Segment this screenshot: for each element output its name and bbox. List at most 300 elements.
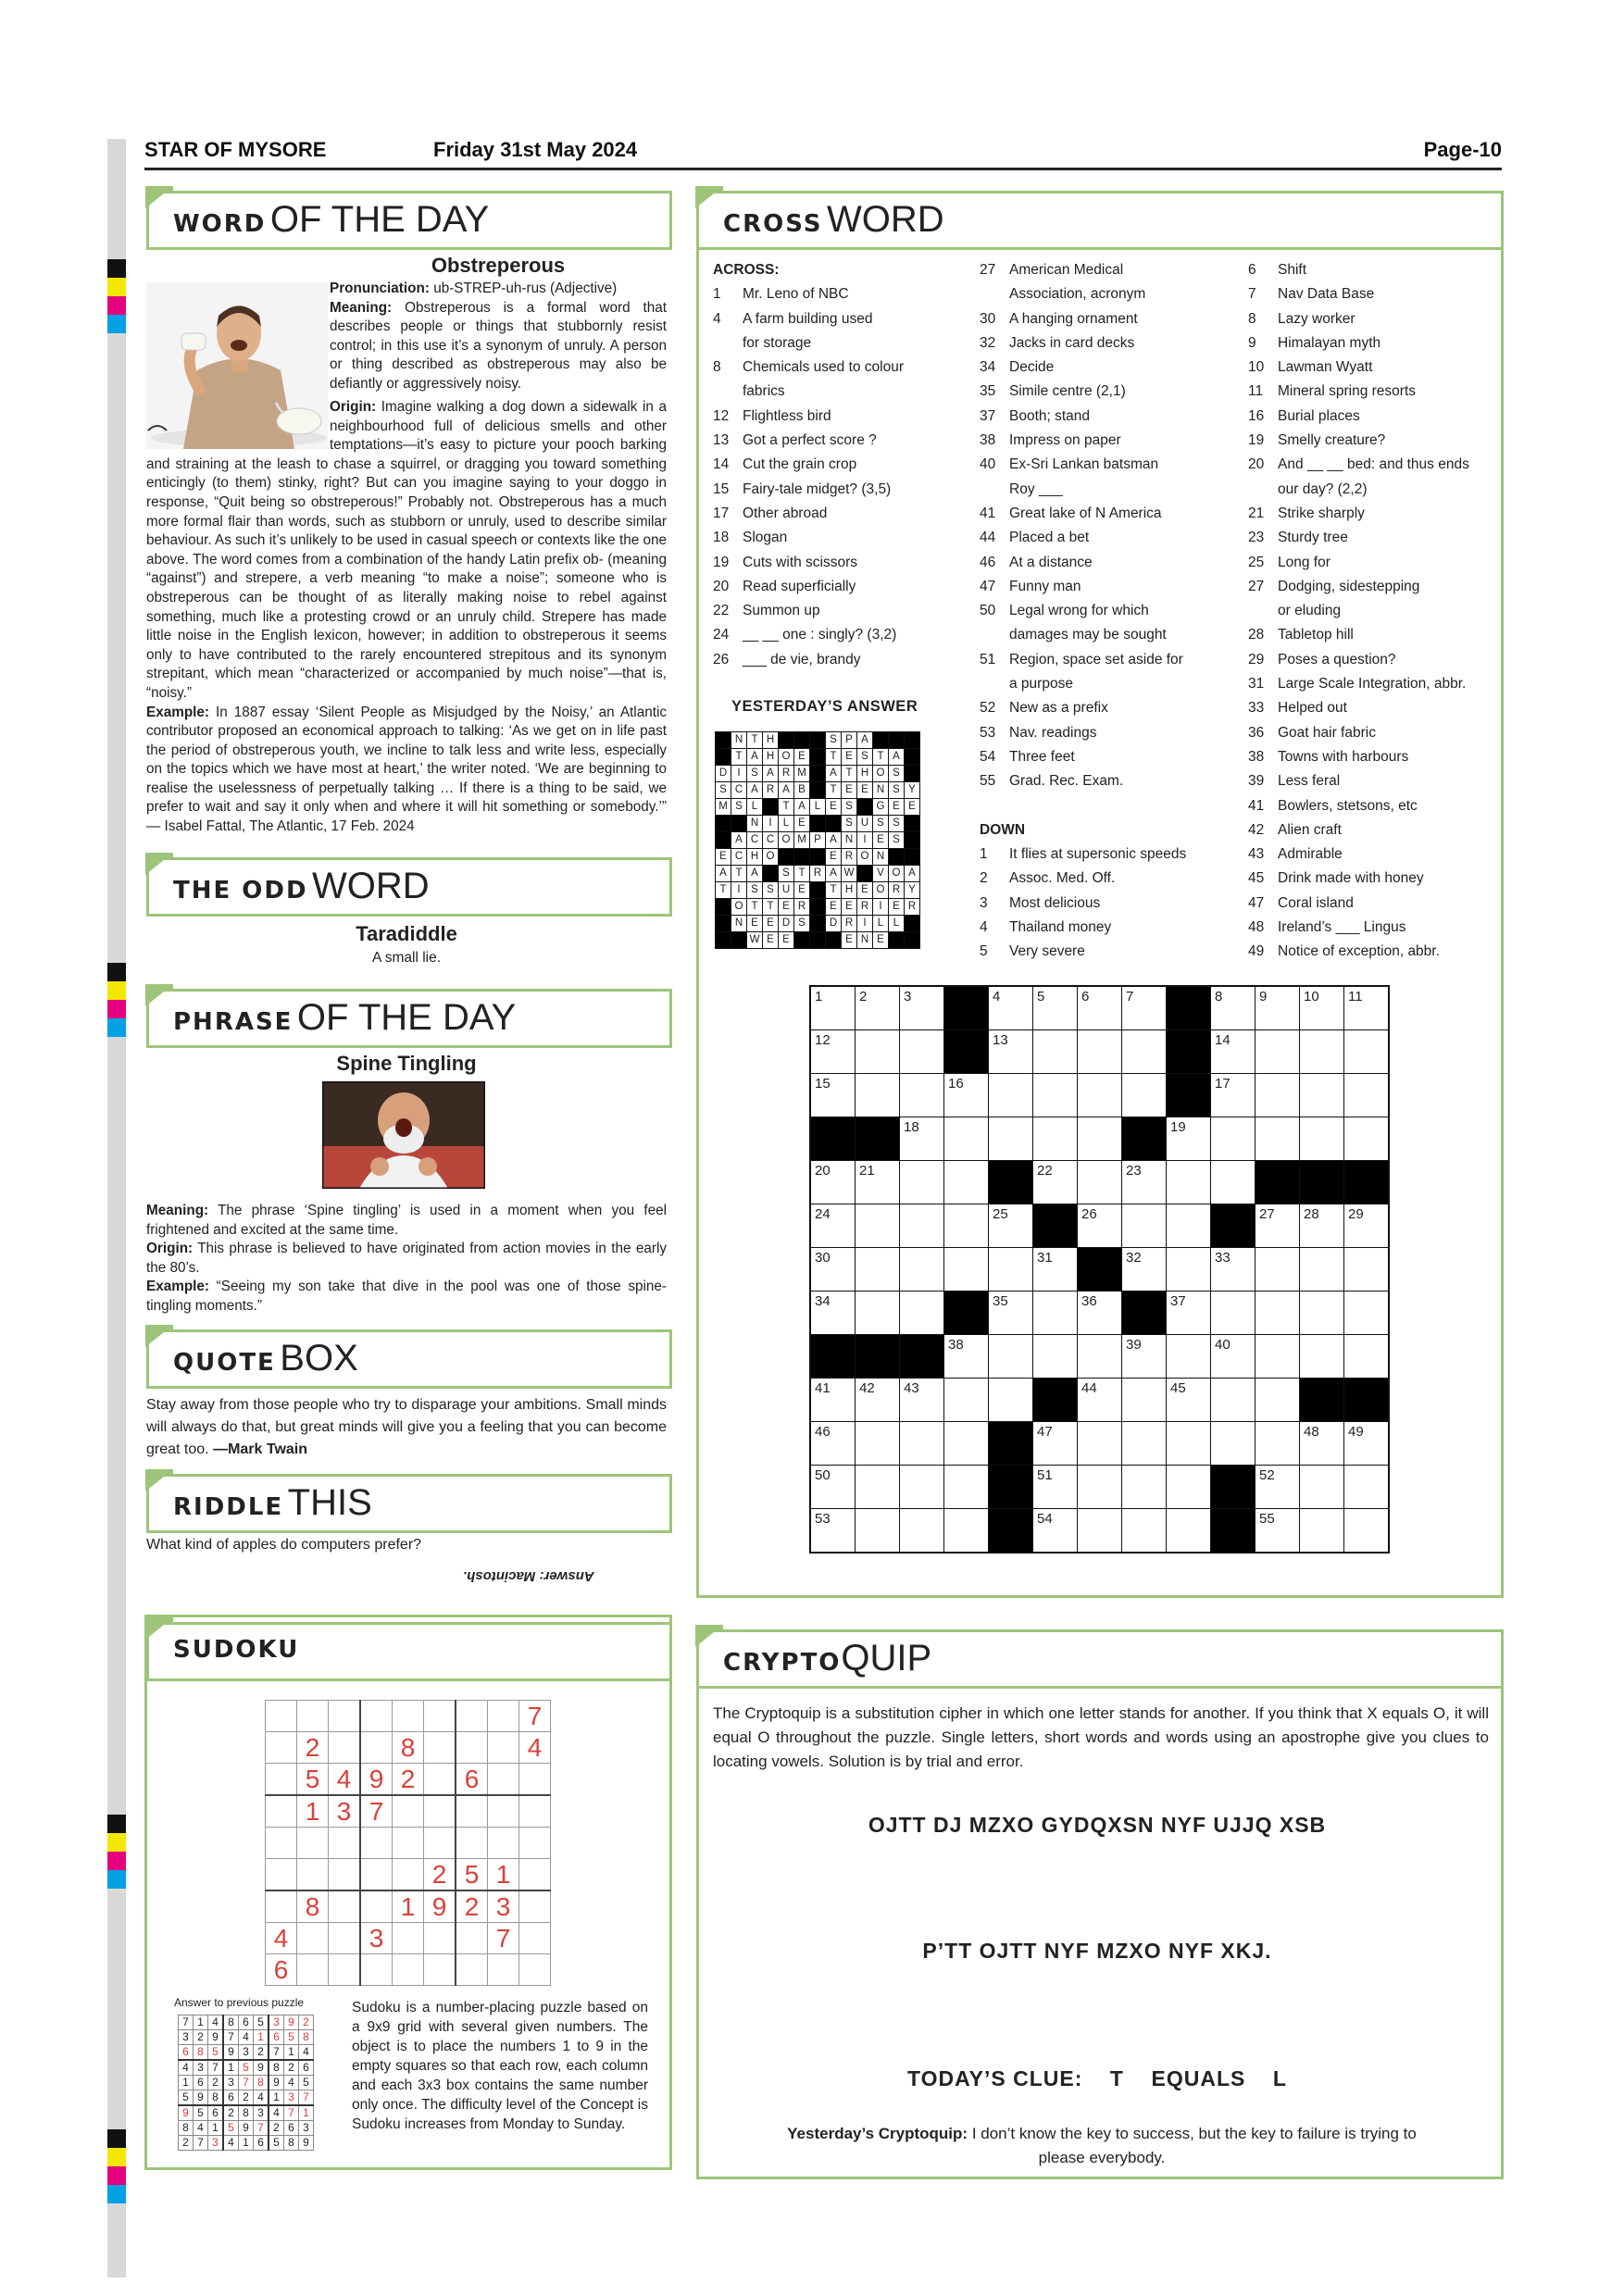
crossword-black-cell (1211, 1204, 1255, 1248)
crossword-cell[interactable] (1078, 1292, 1122, 1335)
crossword-cell[interactable] (1344, 1509, 1390, 1554)
sudoku-cell[interactable] (266, 1890, 297, 1923)
crossword-cell[interactable] (1122, 1379, 1167, 1422)
sudoku-cell[interactable] (360, 1732, 393, 1764)
sudoku-cell[interactable] (393, 1701, 424, 1732)
prev-sudoku-cell: 5 (284, 2030, 299, 2045)
crossword-cell[interactable] (1033, 1074, 1078, 1117)
label: Pronunciation: (330, 281, 430, 296)
wod-word: Obstreperous (431, 254, 566, 277)
crossword-cell[interactable] (856, 1422, 900, 1466)
crossword-cell[interactable] (989, 1074, 1033, 1117)
sudoku-cell[interactable] (393, 1923, 424, 1954)
crossword-cell[interactable] (856, 986, 900, 1030)
sudoku-cell[interactable]: 4 (266, 1923, 297, 1954)
crossword-cell[interactable] (1122, 1204, 1167, 1248)
crossword-cell[interactable] (1211, 986, 1255, 1030)
crossword-cell[interactable] (1211, 1379, 1255, 1422)
crossword-cell[interactable] (900, 1466, 944, 1509)
clue-number: 42 (1248, 821, 1265, 838)
sudoku-cell[interactable] (393, 1828, 424, 1859)
sudoku-cell[interactable]: 7 (360, 1795, 393, 1828)
crossword-cell[interactable] (1255, 1335, 1300, 1379)
crossword-black-cell (989, 1422, 1033, 1466)
sudoku-cell[interactable] (329, 1890, 361, 1923)
crossword-cell[interactable] (1078, 1379, 1122, 1422)
sudoku-cell[interactable] (519, 1923, 551, 1954)
sudoku-cell[interactable]: 7 (519, 1701, 551, 1732)
crossword-cell[interactable] (810, 986, 856, 1030)
crossword-cell[interactable] (944, 1117, 989, 1161)
crossword-cell[interactable] (944, 1204, 989, 1248)
cell-number: 54 (1037, 1511, 1053, 1527)
sudoku-cell[interactable]: 3 (488, 1890, 519, 1923)
crossword-cell[interactable] (989, 1379, 1033, 1422)
sudoku-cell[interactable] (297, 1954, 329, 1986)
crossword-cell[interactable] (810, 1248, 856, 1292)
crossword-cell[interactable] (856, 1161, 900, 1204)
clue-item (1248, 818, 1498, 842)
crossword-cell[interactable] (1344, 1204, 1390, 1248)
prev-sudoku-cell: 3 (269, 2015, 284, 2030)
crossword-cell[interactable] (810, 1379, 856, 1422)
sudoku-cell[interactable]: 6 (456, 1764, 488, 1796)
prev-sudoku-cell: 3 (194, 2060, 208, 2076)
crossword-cell[interactable] (900, 1030, 944, 1074)
sudoku-cell[interactable] (360, 1859, 393, 1891)
yesterday-cell: U (857, 816, 873, 832)
sudoku-cell[interactable]: 6 (266, 1954, 297, 1986)
crossword-cell[interactable] (1167, 1422, 1211, 1466)
sudoku-cell[interactable]: 3 (329, 1795, 361, 1828)
clue-number: 24 (713, 627, 730, 643)
prev-sudoku-cell: 2 (179, 2136, 194, 2151)
crossword-cell[interactable] (1167, 1117, 1211, 1161)
crossword-cell[interactable] (1078, 1030, 1122, 1074)
crossword-cell[interactable] (944, 1379, 989, 1422)
clue-number: 8 (1248, 310, 1256, 327)
yesterday-cell: C (731, 782, 747, 799)
sudoku-cell[interactable] (393, 1859, 424, 1891)
crossword-cell[interactable] (989, 1335, 1033, 1379)
sudoku-cell[interactable]: 4 (519, 1732, 551, 1764)
crossword-cell[interactable] (1300, 1292, 1344, 1335)
crossword-cell[interactable] (1211, 1422, 1255, 1466)
crossword-cell[interactable] (900, 1292, 944, 1335)
sudoku-cell[interactable] (424, 1701, 456, 1732)
crossword-cell[interactable] (944, 1335, 989, 1379)
sudoku-cell[interactable] (329, 1701, 361, 1732)
sudoku-cell[interactable] (329, 1923, 361, 1954)
crossword-cell[interactable] (1122, 986, 1167, 1030)
crossword-cell[interactable] (1255, 1292, 1300, 1335)
crossword-cell[interactable] (900, 986, 944, 1030)
yesterday-cell: O (857, 849, 873, 866)
crossword-cell[interactable] (1078, 1161, 1122, 1204)
crossword-cell[interactable] (1211, 1292, 1255, 1335)
sudoku-cell[interactable] (360, 1701, 393, 1732)
crossword-cell[interactable] (1344, 1466, 1390, 1509)
sudoku-cell[interactable] (456, 1701, 488, 1732)
yesterday-cell: S (779, 866, 794, 882)
crossword-cell[interactable] (1211, 1074, 1255, 1117)
sudoku-cell[interactable] (488, 1954, 519, 1986)
crossword-cell[interactable] (1255, 1030, 1300, 1074)
crossword-cell[interactable] (989, 1248, 1033, 1292)
sudoku-cell[interactable] (297, 1701, 329, 1732)
sudoku-cell[interactable] (488, 1828, 519, 1859)
crossword-cell[interactable] (944, 1074, 989, 1117)
sudoku-cell[interactable] (424, 1923, 456, 1954)
crossword-cell[interactable] (1255, 1117, 1300, 1161)
label: Origin: (146, 1241, 194, 1257)
crossword-cell[interactable] (856, 1248, 900, 1292)
crossword-cell[interactable] (1255, 1466, 1300, 1509)
crossword-cell[interactable] (856, 1466, 900, 1509)
crossword-cell[interactable] (1122, 1335, 1167, 1379)
clue-text: It flies at supersonic speeds (1009, 846, 1187, 863)
crossword-cell[interactable] (1300, 1204, 1344, 1248)
across-header: ACROSS: (713, 262, 780, 278)
crossword-cell[interactable] (1078, 1466, 1122, 1509)
sudoku-cell[interactable] (266, 1764, 297, 1796)
crossword-cell[interactable] (1344, 1335, 1390, 1379)
crossword-cell[interactable] (1122, 1422, 1167, 1466)
sudoku-cell[interactable]: 5 (456, 1859, 488, 1891)
crossword-cell[interactable] (1167, 1161, 1211, 1204)
sudoku-cell[interactable]: 9 (360, 1764, 393, 1796)
clue-number: 49 (1248, 943, 1265, 960)
yesterday-cell: T (779, 799, 794, 816)
across-clues-col1 (713, 258, 972, 672)
sudoku-cell[interactable] (519, 1764, 551, 1796)
sudoku-cell[interactable] (456, 1732, 488, 1764)
crossword-cell[interactable] (1300, 1248, 1344, 1292)
sudoku-cell[interactable]: 3 (360, 1923, 393, 1954)
sudoku-cell[interactable] (424, 1732, 456, 1764)
sudoku-cell[interactable]: 1 (393, 1890, 424, 1923)
crossword-cell[interactable] (856, 1509, 900, 1554)
crossword-cell[interactable] (944, 1466, 989, 1509)
crossword-cell[interactable] (1033, 1248, 1078, 1292)
crossword-cell[interactable] (1300, 1466, 1344, 1509)
clue-text: damages may be sought (1009, 627, 1167, 643)
sudoku-cell[interactable]: 1 (488, 1859, 519, 1891)
clue-text: Placed a bet (1009, 530, 1090, 546)
yesterday-cell (905, 732, 920, 749)
sudoku-cell[interactable]: 1 (297, 1795, 329, 1828)
crossword-cell[interactable] (1300, 1422, 1344, 1466)
sudoku-cell[interactable] (266, 1795, 297, 1828)
clue-item (1248, 842, 1498, 867)
crossword-cell[interactable] (1078, 1509, 1122, 1554)
crossword-cell[interactable] (1078, 1335, 1122, 1379)
crossword-cell[interactable] (810, 1509, 856, 1554)
sudoku-cell[interactable] (266, 1732, 297, 1764)
crossword-cell[interactable] (1122, 1074, 1167, 1117)
crossword-cell[interactable] (1167, 1466, 1211, 1509)
sudoku-cell[interactable] (424, 1764, 456, 1796)
sudoku-cell[interactable]: 2 (393, 1764, 424, 1796)
crossword-cell[interactable] (810, 1292, 856, 1335)
yesterday-cell: R (763, 782, 779, 799)
sudoku-cell[interactable] (488, 1732, 519, 1764)
crossword-cell[interactable] (900, 1422, 944, 1466)
clue-number: 26 (713, 651, 730, 668)
crossword-cell[interactable] (856, 1379, 900, 1422)
sudoku-cell[interactable] (329, 1828, 361, 1859)
crossword-cell[interactable] (856, 1074, 900, 1117)
crossword-cell[interactable] (1344, 1117, 1390, 1161)
crossword-cell[interactable] (1255, 986, 1300, 1030)
yesterday-cell (716, 816, 731, 832)
crossword-cell[interactable] (900, 1248, 944, 1292)
crossword-cell[interactable] (1033, 1509, 1078, 1554)
sudoku-cell[interactable] (297, 1859, 329, 1891)
crossword-cell[interactable] (1344, 1248, 1390, 1292)
crossword-cell[interactable] (1344, 986, 1390, 1030)
yesterday-cell: S (794, 916, 810, 932)
crossword-grid[interactable] (809, 985, 1390, 1554)
prev-sudoku-cell: 7 (194, 2136, 208, 2151)
crossword-cell[interactable] (1344, 1030, 1390, 1074)
sudoku-cell[interactable] (266, 1828, 297, 1859)
sudoku-cell[interactable]: 2 (456, 1890, 488, 1923)
sudoku-cell[interactable] (519, 1795, 551, 1828)
clue-item (1248, 696, 1498, 720)
crossword-cell[interactable] (1167, 1379, 1211, 1422)
sudoku-cell[interactable] (297, 1828, 329, 1859)
prev-sudoku-cell: 8 (284, 2136, 299, 2151)
clue-item (1248, 672, 1498, 696)
sudoku-cell[interactable]: 4 (329, 1764, 361, 1796)
crossword-cell[interactable] (1167, 1292, 1211, 1335)
crossword-cell[interactable] (900, 1379, 944, 1422)
crossword-cell[interactable] (1033, 1117, 1078, 1161)
yesterday-cell: E (763, 932, 779, 949)
crossword-cell[interactable] (1033, 986, 1078, 1030)
sudoku-cell[interactable] (424, 1795, 456, 1828)
crossword-cell[interactable] (989, 1204, 1033, 1248)
sudoku-cell[interactable]: 8 (393, 1732, 424, 1764)
sudoku-cell[interactable] (519, 1828, 551, 1859)
crossword-cell[interactable] (810, 1422, 856, 1466)
crossword-cell[interactable] (1255, 1509, 1300, 1554)
yesterday-cell (779, 732, 794, 749)
sudoku-previous-answer (178, 2015, 314, 2151)
crossword-cell[interactable] (1300, 986, 1344, 1030)
crossword-cell[interactable] (900, 1204, 944, 1248)
crossword-cell[interactable] (1122, 1509, 1167, 1554)
clue-text: Cuts with scissors (743, 554, 858, 570)
clue-item (980, 648, 1248, 672)
clue-text: Lawman Wyatt (1278, 359, 1373, 376)
prev-sudoku-cell: 1 (179, 2076, 194, 2090)
crossword-cell[interactable] (900, 1117, 944, 1161)
crossword-cell[interactable] (1211, 1117, 1255, 1161)
crossword-cell[interactable] (1078, 1117, 1122, 1161)
crossword-cell[interactable] (1255, 1379, 1300, 1422)
crossword-cell[interactable] (1167, 1509, 1211, 1554)
sudoku-cell[interactable] (488, 1764, 519, 1796)
crossword-cell[interactable] (944, 1161, 989, 1204)
sudoku-cell[interactable] (329, 1859, 361, 1891)
sudoku-cell[interactable] (519, 1954, 551, 1986)
crossword-cell[interactable] (1167, 1248, 1211, 1292)
yesterday-cell (716, 749, 731, 766)
crossword-cell[interactable] (1255, 1422, 1300, 1466)
crossword-cell[interactable] (900, 1161, 944, 1204)
crossword-cell[interactable] (1167, 1204, 1211, 1248)
crossword-cell[interactable] (1211, 1248, 1255, 1292)
clue-number: 16 (1248, 407, 1265, 424)
clue-number: 36 (1248, 724, 1265, 741)
crossword-cell[interactable] (1300, 1074, 1344, 1117)
crossword-cell[interactable] (810, 1161, 856, 1204)
crossword-cell[interactable] (1300, 1335, 1344, 1379)
clue-number: 12 (713, 407, 730, 424)
crossword-cell[interactable] (989, 1030, 1033, 1074)
crossword-cell[interactable] (1033, 1422, 1078, 1466)
crossword-cell[interactable] (1122, 1030, 1167, 1074)
crossword-cell[interactable] (1211, 1030, 1255, 1074)
crossword-cell[interactable] (989, 986, 1033, 1030)
sudoku-cell[interactable] (424, 1954, 456, 1986)
prev-sudoku-cell: 4 (299, 2045, 314, 2061)
sudoku-cell[interactable] (329, 1954, 361, 1986)
clue-item (980, 892, 1248, 916)
sudoku-cell[interactable] (488, 1701, 519, 1732)
clue-number: 30 (980, 310, 996, 327)
sudoku-cell[interactable] (360, 1954, 393, 1986)
prev-sudoku-cell: 8 (254, 2076, 269, 2090)
crossword-cell[interactable] (1344, 1074, 1390, 1117)
crossword-cell[interactable] (810, 1466, 856, 1509)
crossword-cell[interactable] (1255, 1204, 1300, 1248)
crossword-cell[interactable] (1033, 1161, 1078, 1204)
crossword-cell[interactable] (856, 1204, 900, 1248)
sudoku-cell[interactable] (329, 1732, 361, 1764)
crossword-cell[interactable] (1033, 1030, 1078, 1074)
sudoku-cell[interactable]: 2 (424, 1859, 456, 1891)
crossword-black-cell (1167, 986, 1211, 1030)
crossword-cell[interactable] (944, 1248, 989, 1292)
yesterday-cell: T (731, 866, 747, 882)
sudoku-cell[interactable] (519, 1890, 551, 1923)
clue-text: Himalayan myth (1278, 334, 1381, 351)
clue-number: 41 (1248, 797, 1265, 814)
crossword-cell[interactable] (810, 1074, 856, 1117)
crossword-cell[interactable] (1211, 1335, 1255, 1379)
prev-sudoku-cell: 2 (269, 2121, 284, 2136)
cell-number: 32 (1126, 1250, 1142, 1266)
crossword-cell[interactable] (900, 1509, 944, 1554)
yesterday-cell: E (905, 799, 920, 816)
yesterday-cell (905, 749, 920, 766)
crossword-cell[interactable] (1078, 1422, 1122, 1466)
crossword-cell[interactable] (989, 1292, 1033, 1335)
yesterday-cell: R (842, 916, 857, 932)
crossword-cell[interactable] (944, 1509, 989, 1554)
crossword-cell[interactable] (900, 1074, 944, 1117)
crossword-cell[interactable] (1255, 1248, 1300, 1292)
clue-text: Got a perfect score ? (743, 432, 877, 449)
crossword-cell[interactable] (1300, 1117, 1344, 1161)
sudoku-cell[interactable] (456, 1954, 488, 1986)
riddle-question: What kind of apples do computers prefer? (146, 1537, 422, 1553)
sudoku-cell[interactable] (393, 1795, 424, 1828)
sudoku-cell[interactable] (519, 1859, 551, 1891)
sudoku-cell[interactable] (456, 1795, 488, 1828)
crossword-cell[interactable] (1300, 1509, 1344, 1554)
sudoku-cell[interactable] (297, 1923, 329, 1954)
sudoku-cell[interactable] (360, 1828, 393, 1859)
yesterday-cell: C (747, 832, 763, 849)
crossword-cell[interactable] (989, 1117, 1033, 1161)
clue-number: 45 (1248, 870, 1265, 887)
clue-text: Helped out (1278, 700, 1347, 717)
crossword-cell[interactable] (810, 1030, 856, 1074)
yesterday-cell (889, 849, 905, 866)
yesterday-cell: N (873, 849, 889, 866)
yesterday-cell: A (826, 766, 842, 782)
sudoku-cell[interactable] (424, 1828, 456, 1859)
crossword-cell[interactable] (1122, 1161, 1167, 1204)
clue-number: 53 (980, 724, 996, 741)
crossword-cell[interactable] (856, 1030, 900, 1074)
title-big: WORD (312, 866, 430, 906)
crossword-cell[interactable] (1033, 1335, 1078, 1379)
sudoku-cell[interactable]: 2 (297, 1732, 329, 1764)
sudoku-cell[interactable]: 7 (488, 1923, 519, 1954)
crossword-cell[interactable] (1255, 1074, 1300, 1117)
sudoku-cell[interactable] (456, 1828, 488, 1859)
crossword-cell[interactable] (1033, 1466, 1078, 1509)
crossword-cell[interactable] (810, 1204, 856, 1248)
crossword-cell[interactable] (1167, 1335, 1211, 1379)
sudoku-cell[interactable] (266, 1859, 297, 1891)
crossword-cell[interactable] (1078, 1204, 1122, 1248)
sudoku-cell[interactable] (456, 1923, 488, 1954)
sudoku-cell[interactable] (488, 1795, 519, 1828)
crossword-cell[interactable] (1122, 1248, 1167, 1292)
sudoku-cell[interactable]: 5 (297, 1764, 329, 1796)
clue-number: 8 (713, 359, 721, 376)
cell-number: 34 (815, 1293, 831, 1309)
crossword-cell[interactable] (1078, 1074, 1122, 1117)
quote-body: Stay away from those people who try to disparage your ambitions. Small minds will always do that, but great minds will give you a feeling that you can become great too. (146, 1397, 667, 1457)
crossword-cell[interactable] (856, 1292, 900, 1335)
sudoku-cell[interactable] (393, 1954, 424, 1986)
sudoku-grid[interactable] (265, 1700, 551, 1986)
sudoku-cell[interactable] (266, 1701, 297, 1732)
prev-sudoku-cell: 5 (299, 2076, 314, 2090)
crossword-cell[interactable] (1078, 986, 1122, 1030)
crossword-cell[interactable] (1211, 1161, 1255, 1204)
crossword-cell[interactable] (1033, 1292, 1078, 1335)
crossword-cell[interactable] (1122, 1466, 1167, 1509)
yesterday-cell (889, 732, 905, 749)
sudoku-cell[interactable]: 9 (424, 1890, 456, 1923)
sudoku-cell[interactable] (360, 1890, 393, 1923)
crossword-cell[interactable] (944, 1422, 989, 1466)
sudoku-cell[interactable]: 8 (297, 1890, 329, 1923)
clue-item (1248, 599, 1498, 623)
crossword-cell[interactable] (1344, 1292, 1390, 1335)
yesterday-cell: S (716, 782, 731, 799)
crossword-cell[interactable] (1300, 1030, 1344, 1074)
crossword-cell[interactable] (1344, 1422, 1390, 1466)
